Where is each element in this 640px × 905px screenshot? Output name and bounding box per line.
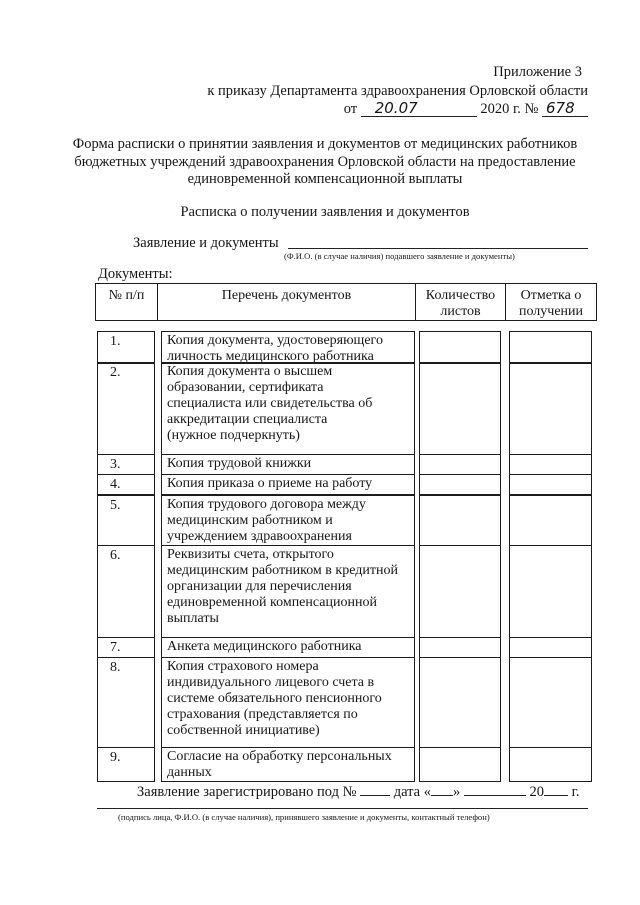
registration-line: [137, 783, 580, 801]
document-name: Копия трудового договора между медицинским работником и учреждением здравоохранения: [161, 495, 415, 546]
sheet-count-cell[interactable]: [419, 657, 501, 748]
documents-label: Документы:: [98, 266, 173, 282]
sheet-count-cell[interactable]: [419, 545, 501, 638]
order-number-handwritten: 678: [542, 101, 588, 117]
receipt-mark-cell[interactable]: [509, 454, 592, 475]
receipt-mark-cell[interactable]: [509, 545, 592, 638]
registration-month-field[interactable]: [464, 783, 526, 796]
registration-number-field[interactable]: [360, 783, 390, 796]
receipt-mark-cell[interactable]: [509, 474, 592, 495]
receipt-mark-cell[interactable]: [509, 362, 592, 455]
documents-table: [95, 283, 596, 782]
document-name: Копия документа, удостоверяющего личность медицинского работника: [161, 331, 415, 364]
registration-label: Заявление зарегистрировано под №: [137, 784, 357, 800]
receipt-mark-cell[interactable]: [509, 331, 592, 364]
document-name: Реквизиты счета, открытого медицинским работником в кредитной организации для перечисления единовременной компенсационной выплаты: [161, 545, 415, 638]
sheet-count-cell[interactable]: [419, 362, 501, 455]
signature-field[interactable]: [97, 808, 588, 809]
sheet-count-cell[interactable]: [419, 454, 501, 475]
appendix-order-date-line: [344, 101, 588, 118]
receipt-mark-cell[interactable]: [509, 657, 592, 748]
sheet-count-cell[interactable]: [419, 637, 501, 658]
row-number: 3.: [97, 454, 155, 475]
sheet-count-cell[interactable]: [419, 474, 501, 495]
form-title: Форма расписки о принятии заявления и документов от медицинских работников бюджетных учреждений здравоохранения Орловской области на предоставление единовременной компенсационной выплаты: [72, 136, 578, 187]
registration-year-field[interactable]: [544, 783, 568, 796]
document-name: Согласие на обработку персональных данных: [161, 747, 415, 782]
sheet-count-cell[interactable]: [419, 331, 501, 364]
row-number: 6.: [97, 545, 155, 638]
document-name: Копия документа о высшем образовании, сертификата специалиста или свидетельства об аккредитации специалиста (нужное подчеркнуть): [161, 362, 415, 455]
header-receipt-mark: Отметка о получении: [505, 283, 597, 321]
applicant-label: Заявление и документы: [133, 235, 279, 251]
order-date-handwritten: 20.07: [361, 101, 477, 117]
document-name: Копия страхового номера индивидуального лицевого счета в системе обязательного пенсионного страхования (представляется по собственной инициативе): [161, 657, 415, 748]
registration-year-suffix: г.: [571, 784, 580, 800]
sheet-count-cell[interactable]: [419, 747, 501, 782]
signature-hint: (подпись лица, Ф.И.О. (в случае наличия), принявшего заявление и документы, контактный телефон): [118, 812, 490, 822]
applicant-hint: (Ф.И.О. (в случае наличия) подавшего заявление и документы): [284, 251, 515, 261]
header-sheet-count: Количество листов: [415, 283, 506, 321]
row-number: 4.: [97, 474, 155, 495]
receipt-title: Расписка о получении заявления и документов: [180, 204, 470, 220]
receipt-mark-cell[interactable]: [509, 637, 592, 658]
row-number: 8.: [97, 657, 155, 748]
appendix-title: Приложение 3: [493, 64, 582, 80]
row-number: 5.: [97, 495, 155, 546]
registration-day-field[interactable]: [431, 783, 453, 796]
header-document-list: Перечень документов: [157, 283, 416, 321]
order-year-number-label: 2020 г. №: [480, 101, 539, 117]
row-number: 9.: [97, 747, 155, 782]
document-name: Копия трудовой книжки: [161, 454, 415, 475]
registration-century: 20: [529, 784, 544, 800]
receipt-mark-cell[interactable]: [509, 747, 592, 782]
receipt-mark-cell[interactable]: [509, 495, 592, 546]
header-number: № п/п: [95, 283, 158, 321]
row-number: 2.: [97, 362, 155, 455]
registration-date-label: дата «: [393, 784, 431, 800]
row-number: 7.: [97, 637, 155, 658]
appendix-order-reference: к приказу Департамента здравоохранения Орловской области: [207, 83, 588, 99]
order-prefix: от: [343, 101, 358, 117]
document-name: Копия приказа о приеме на работу: [161, 474, 415, 495]
registration-quote-close: »: [452, 784, 461, 800]
document-name: Анкета медицинского работника: [161, 637, 415, 658]
applicant-name-field[interactable]: [288, 248, 588, 249]
row-number: 1.: [97, 331, 155, 364]
sheet-count-cell[interactable]: [419, 495, 501, 546]
